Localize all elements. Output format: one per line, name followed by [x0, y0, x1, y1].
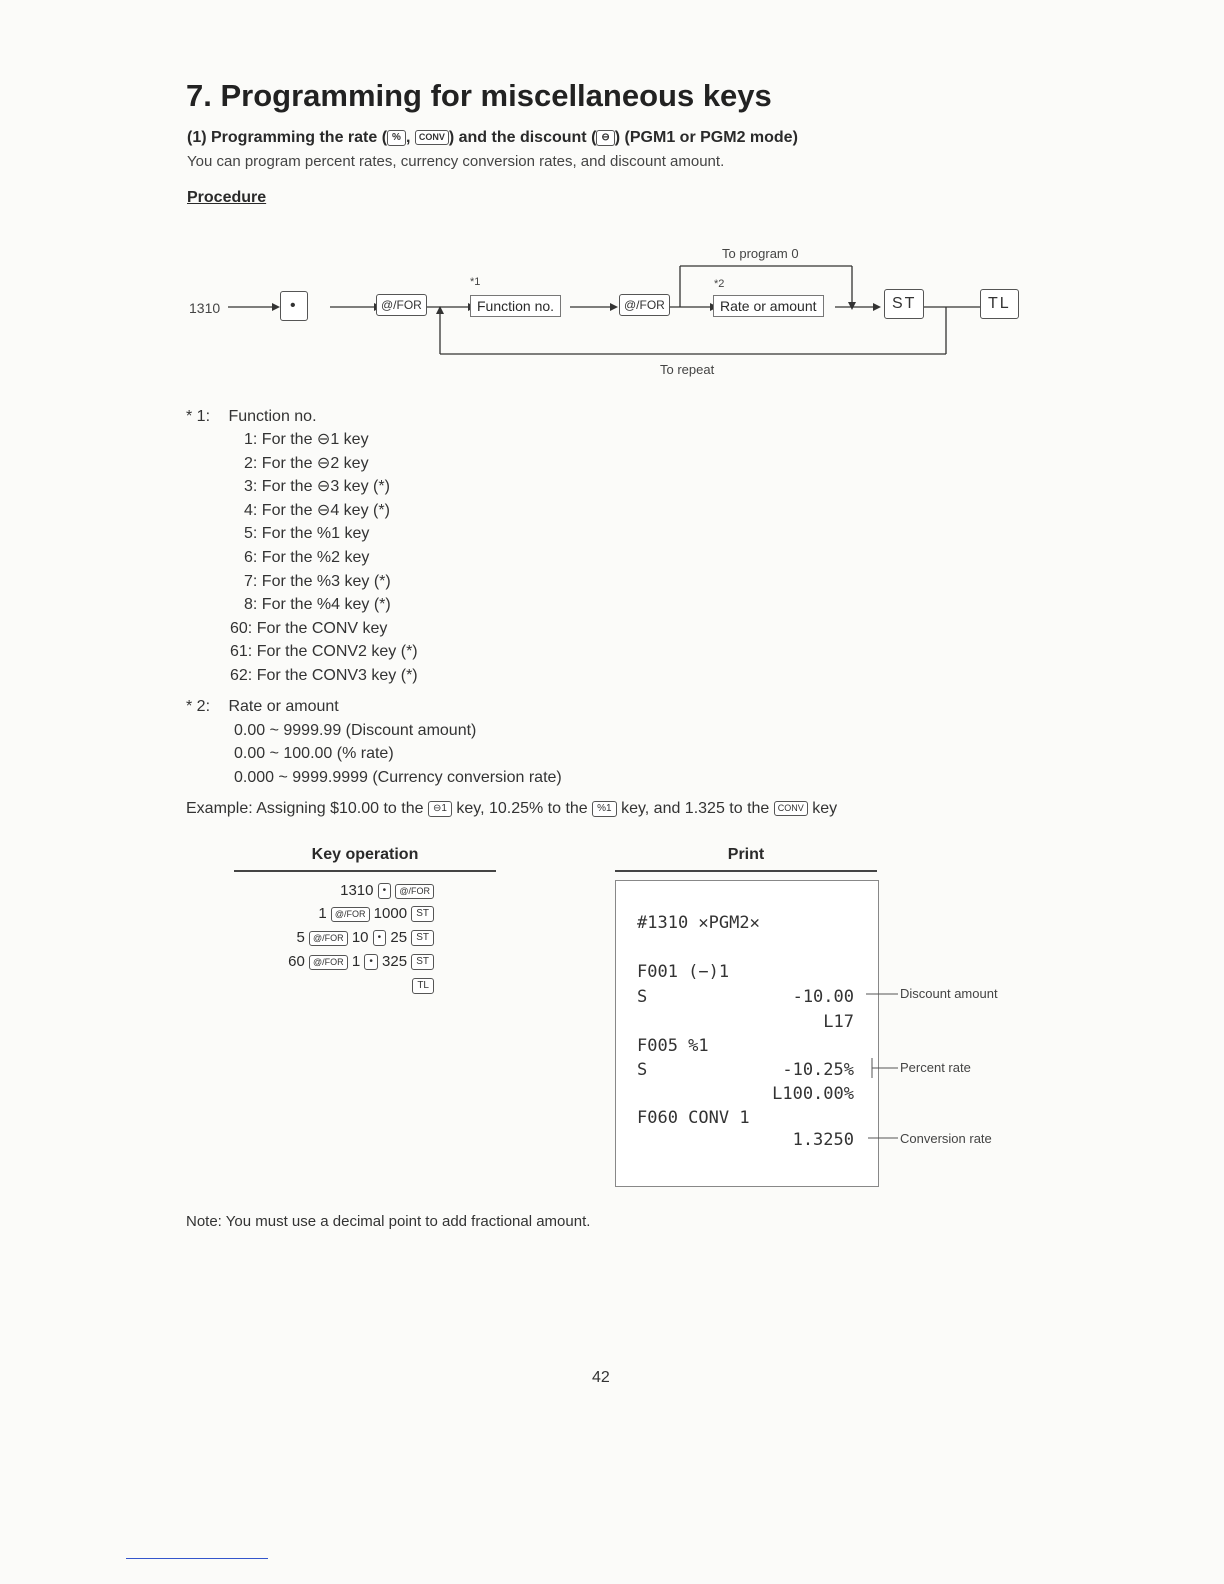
list-item: 8: For the %4 key (*)	[244, 596, 391, 614]
section-subheading: (1) Programming the rate ( % , CONV ) and the discount ( ⊖ ) (PGM1 or PGM2 mode)	[187, 129, 798, 146]
note: Note: You must use a decimal point to add fractional amount.	[186, 1213, 591, 1230]
footnote-1-title: Function no.	[228, 408, 317, 425]
key-operation-rule	[234, 870, 496, 872]
conv-key-icon: CONV	[774, 801, 808, 816]
for-key-icon: @/FOR	[331, 907, 370, 922]
flow-tl-key: TL	[980, 289, 1019, 319]
receipt-row-left: F005 %1	[637, 1036, 709, 1056]
annotation-conversion: Conversion rate	[900, 1131, 992, 1146]
receipt-row-left: S	[637, 1060, 648, 1080]
discount-1-key-icon: ⊖1	[428, 801, 452, 817]
list-item: 1: For the ⊖1 key	[244, 431, 369, 448]
receipt-row-right: 1.3250	[792, 1130, 854, 1150]
example-text-2: key, 10.25% to the	[456, 800, 588, 817]
st-key-icon: ST	[411, 954, 434, 970]
receipt-row-right: L17	[823, 1012, 854, 1032]
example-text-4: key	[812, 800, 838, 817]
example-text-1: Example: Assigning $10.00 to the	[186, 800, 424, 817]
key-op-line-1: 1310 • @/FOR	[340, 882, 434, 899]
dot-key-icon: •	[364, 954, 378, 970]
page-number: 42	[592, 1369, 610, 1386]
key-op-line-5	[412, 977, 434, 994]
list-item: 60: For the CONV key	[230, 619, 388, 637]
footnote-1-items	[230, 428, 418, 688]
footnote-2-marker: * 2:	[186, 698, 211, 715]
list-item: 61: For the CONV2 key (*)	[230, 643, 418, 661]
flow-function-box: Function no.	[470, 295, 561, 317]
list-item: 4: For the ⊖4 key (*)	[244, 501, 390, 519]
conv-key-icon: CONV	[415, 130, 449, 145]
receipt-row-left: S	[637, 987, 648, 1007]
st-key-icon: ST	[411, 906, 434, 922]
receipt-row-right: L100.00%	[772, 1084, 854, 1104]
percent-1-key-icon: %1	[592, 801, 616, 817]
for-key-icon: @/FOR	[309, 955, 348, 970]
list-item: 62: For the CONV3 key (*)	[230, 666, 418, 684]
list-item: 2: For the ⊖2 key	[244, 454, 369, 472]
list-item: 6: For the %2 key	[244, 548, 370, 566]
flow-note-2: *2	[714, 278, 725, 290]
tl-key-icon: TL	[412, 978, 434, 994]
annotation-discount: Discount amount	[900, 986, 998, 1001]
flow-dot-key: •	[280, 291, 308, 321]
print-heading: Print	[727, 846, 765, 863]
key-op-line-4: 60 @/FOR 1 • 325 ST	[288, 953, 434, 970]
page-title: 7. Programming for miscellaneous keys	[186, 78, 772, 113]
footnote-1	[186, 405, 317, 429]
flow-loop-top-label: To program 0	[722, 246, 799, 261]
list-item: 5: For the %1 key	[244, 525, 370, 543]
flow-start: 1310	[189, 300, 221, 316]
bottom-link-line	[126, 1558, 268, 1559]
print-rule	[615, 870, 877, 872]
list-item: 3: For the ⊖3 key (*)	[244, 478, 390, 496]
receipt-row-left: F001 (−)1	[637, 962, 730, 982]
flow-loop-bottom-label: To repeat	[660, 362, 715, 377]
flow-rate-box: Rate or amount	[713, 295, 824, 317]
list-item: 0.000 ~ 9999.9999 (Currency conversion rate)	[234, 768, 562, 786]
discount-key-icon: ⊖	[596, 130, 614, 146]
dot-key-icon: •	[378, 883, 392, 899]
flow-note-1: *1	[470, 276, 481, 288]
footnote-1-marker: * 1:	[186, 408, 211, 425]
flow-for-key-1: @/FOR	[376, 294, 427, 316]
footnote-2-items	[234, 719, 562, 790]
footnote-2-title: Rate or amount	[228, 698, 339, 715]
for-key-icon: @/FOR	[309, 931, 348, 946]
example-text-3: key, and 1.325 to the	[621, 800, 770, 817]
list-item: 0.00 ~ 9999.99 (Discount amount)	[234, 721, 477, 739]
percent-key-icon: %	[387, 130, 406, 146]
flow-st-key: ST	[884, 289, 924, 319]
receipt-header: #1310 ✕PGM2✕	[637, 913, 760, 933]
subheading-suffix: ) (PGM1 or PGM2 mode)	[614, 129, 798, 146]
receipt-row-left: F060 CONV 1	[637, 1108, 750, 1128]
annotation-percent: Percent rate	[900, 1060, 971, 1075]
procedure-label: Procedure	[187, 189, 267, 206]
flow-for-key-2: @/FOR	[619, 294, 670, 316]
dot-key-icon: •	[373, 930, 387, 946]
annotation-leader-lines	[860, 980, 900, 1150]
subheading-prefix: (1) Programming the rate (	[187, 129, 388, 146]
receipt-row-right: -10.00	[792, 987, 854, 1007]
st-key-icon: ST	[411, 930, 434, 946]
intro-text: You can program percent rates, currency conversion rates, and discount amount.	[187, 153, 725, 170]
key-op-line-3: 5 @/FOR 10 • 25 ST	[296, 929, 434, 946]
key-operation-heading: Key operation	[311, 846, 419, 863]
key-op-line-2: 1 @/FOR 1000 ST	[318, 905, 434, 922]
example-line	[186, 797, 837, 821]
for-key-icon: @/FOR	[395, 884, 434, 899]
list-item: 7: For the %3 key (*)	[244, 572, 391, 590]
list-item: 0.00 ~ 100.00 (% rate)	[234, 745, 394, 763]
receipt-row-right: -10.25%	[782, 1060, 854, 1080]
subheading-middle: ) and the discount (	[448, 129, 597, 146]
footnote-2	[186, 695, 339, 719]
